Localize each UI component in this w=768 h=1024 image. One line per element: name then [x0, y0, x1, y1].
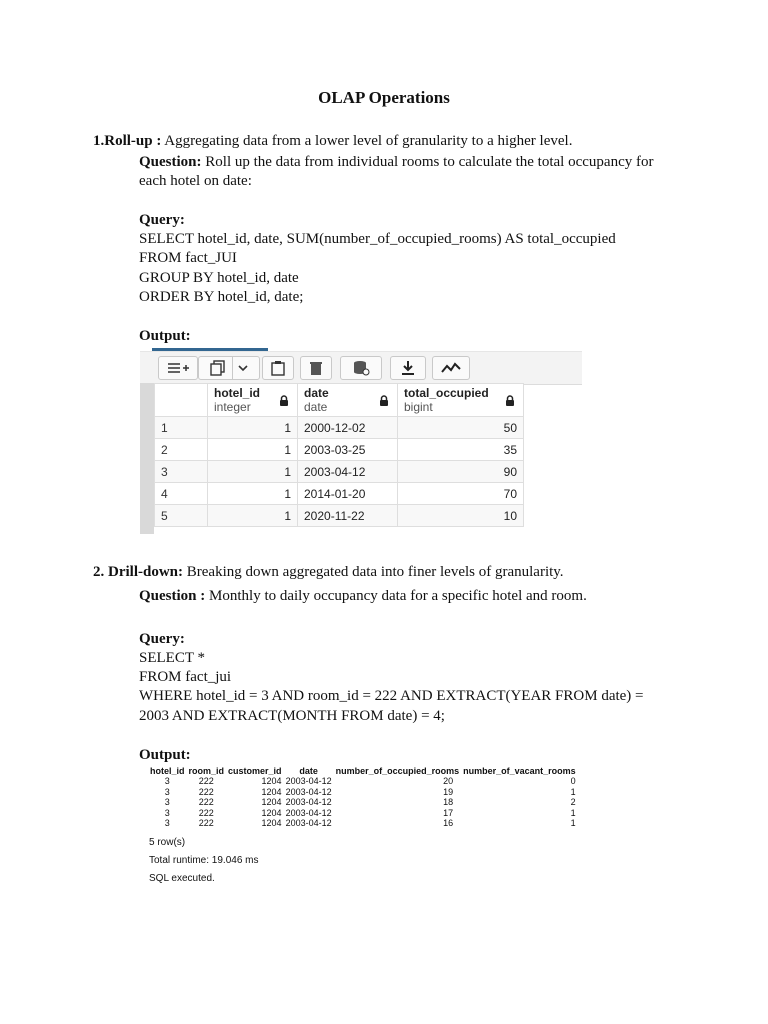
cell: 3 — [164, 776, 170, 787]
drilldown-heading: 2. Drill-down: — [93, 564, 183, 580]
table-row[interactable] — [155, 461, 524, 483]
cell: 2003-04-12 — [285, 807, 332, 818]
rollup-output-label: Output: — [139, 328, 191, 344]
cell: 1204 — [261, 818, 282, 829]
cell: 222 — [198, 818, 214, 829]
drilldown-description: Breaking down aggregated data into finer levels of granularity. — [183, 564, 564, 580]
rollup-query-line: FROM fact_JUI — [139, 250, 237, 266]
lock-icon — [279, 395, 289, 406]
drilldown-result — [148, 765, 578, 829]
cell: 0 — [570, 776, 576, 787]
table-row — [148, 808, 578, 819]
cell: 3 — [164, 818, 170, 829]
table-row[interactable] — [155, 417, 524, 439]
lock-icon — [505, 395, 515, 406]
lock-icon — [379, 395, 389, 406]
cell-date[interactable]: 2003-04-12 — [298, 461, 398, 483]
column-header: number_of_occupied_rooms — [335, 765, 460, 776]
cell: 222 — [198, 807, 214, 818]
chevron-down-icon — [237, 363, 249, 373]
paste-icon — [271, 360, 285, 376]
column-header: date — [299, 765, 318, 776]
column-header: hotel_id — [150, 765, 185, 776]
add-row-icon — [166, 361, 190, 375]
cell: 17 — [443, 807, 454, 818]
drilldown-query-line: WHERE hotel_id = 3 AND room_id = 222 AND EXTRACT(YEAR FROM date) = — [139, 688, 644, 704]
row-number: 1 — [155, 417, 208, 439]
cell: 222 — [198, 786, 214, 797]
table-row[interactable] — [155, 439, 524, 461]
column-header: number_of_vacant_rooms — [463, 765, 576, 776]
drilldown-result-table — [148, 765, 578, 829]
table-row — [148, 787, 578, 798]
database-save-icon — [352, 360, 370, 376]
cell-hotel-id[interactable]: 1 — [208, 505, 298, 527]
cell-total-occupied[interactable]: 35 — [398, 439, 524, 461]
row-count: 5 row(s) — [149, 837, 186, 848]
column-header: room_id — [188, 765, 225, 776]
grid-toolbar — [140, 351, 582, 385]
grid-scrollbar[interactable] — [140, 383, 154, 534]
rollup-query-line: ORDER BY hotel_id, date; — [139, 289, 304, 305]
cell: 1204 — [261, 797, 282, 808]
column-header[interactable]: hotel_id integer — [208, 384, 298, 417]
add-row-button[interactable] — [158, 356, 198, 380]
cell: 3 — [164, 807, 170, 818]
sql-status: SQL executed. — [149, 873, 215, 884]
page-title: OLAP Operations — [318, 88, 450, 107]
cell: 3 — [164, 797, 170, 808]
cell: 2003-04-12 — [285, 786, 332, 797]
cell: 1204 — [261, 786, 282, 797]
cell-hotel-id[interactable]: 1 — [208, 483, 298, 505]
row-number: 5 — [155, 505, 208, 527]
table-row — [148, 818, 578, 829]
line-chart-icon — [441, 362, 461, 374]
drilldown-query-line: SELECT * — [139, 650, 205, 666]
cell: 222 — [198, 797, 214, 808]
cell: 222 — [198, 776, 214, 787]
rollup-query-label: Query: — [139, 212, 185, 228]
cell-hotel-id[interactable]: 1 — [208, 461, 298, 483]
download-button[interactable] — [390, 356, 426, 380]
row-number: 2 — [155, 439, 208, 461]
cell: 1204 — [261, 807, 282, 818]
rollup-question-text: Roll up the data from individual rooms to calculate the total occupancy for — [201, 154, 654, 170]
rollup-query-line: GROUP BY hotel_id, date — [139, 270, 299, 286]
copy-button-group[interactable] — [198, 356, 260, 380]
cell-date[interactable]: 2003-03-25 — [298, 439, 398, 461]
rollup-description: Aggregating data from a lower level of granularity to a higher level. — [161, 133, 573, 149]
row-number: 4 — [155, 483, 208, 505]
table-row — [148, 776, 578, 787]
drilldown-query-line: 2003 AND EXTRACT(MONTH FROM date) = 4; — [139, 708, 445, 724]
column-header[interactable]: date date — [298, 384, 398, 417]
cell-hotel-id[interactable]: 1 — [208, 439, 298, 461]
graph-visualiser-button[interactable] — [432, 356, 470, 380]
save-data-button[interactable] — [340, 356, 382, 380]
cell: 2003-04-12 — [285, 797, 332, 808]
cell-date[interactable]: 2014-01-20 — [298, 483, 398, 505]
delete-button[interactable] — [300, 356, 332, 380]
cell: 2003-04-12 — [285, 776, 332, 787]
row-number-header — [155, 384, 208, 417]
cell: 1 — [570, 786, 576, 797]
table-row[interactable] — [155, 505, 524, 527]
cell-total-occupied[interactable]: 10 — [398, 505, 524, 527]
drilldown-query-line: FROM fact_jui — [139, 669, 232, 685]
cell: 1204 — [261, 776, 282, 787]
rollup-heading: 1.Roll-up : — [93, 133, 162, 149]
rollup-heading-line — [93, 132, 572, 151]
drilldown-question-text: Monthly to daily occupancy data for a specific hotel and room. — [205, 588, 587, 604]
cell: 2 — [570, 797, 576, 808]
copy-icon — [210, 360, 228, 376]
trash-icon — [309, 360, 323, 376]
row-number: 3 — [155, 461, 208, 483]
column-header[interactable]: total_occupied bigint — [398, 384, 524, 417]
cell-hotel-id[interactable]: 1 — [208, 417, 298, 439]
cell: 20 — [443, 776, 454, 787]
cell: 19 — [443, 786, 454, 797]
cell: 1 — [570, 818, 576, 829]
table-row — [148, 797, 578, 808]
cell: 1 — [570, 807, 576, 818]
cell: 18 — [443, 797, 454, 808]
total-runtime: Total runtime: 19.046 ms — [149, 855, 259, 866]
rollup-question-text-2: each hotel on date: — [139, 173, 252, 189]
cell: 16 — [443, 818, 454, 829]
cell-total-occupied[interactable]: 70 — [398, 483, 524, 505]
rollup-query-line: SELECT hotel_id, date, SUM(number_of_occupied_rooms) AS total_occupied — [139, 231, 616, 247]
table-row[interactable] — [155, 483, 524, 505]
cell: 2003-04-12 — [285, 818, 332, 829]
paste-button[interactable] — [262, 356, 294, 380]
column-header: customer_id — [228, 765, 282, 776]
drilldown-heading-line — [93, 563, 564, 582]
cell-total-occupied[interactable]: 90 — [398, 461, 524, 483]
cell-date[interactable]: 2020-11-22 — [298, 505, 398, 527]
drilldown-output-label: Output: — [139, 747, 191, 763]
rollup-result-table — [154, 383, 524, 527]
rollup-question-line — [139, 153, 653, 172]
cell-total-occupied[interactable]: 50 — [398, 417, 524, 439]
download-icon — [401, 360, 415, 376]
cell-date[interactable]: 2000-12-02 — [298, 417, 398, 439]
cell: 3 — [164, 786, 170, 797]
drilldown-question-line — [139, 587, 587, 606]
rollup-result-grid — [140, 348, 582, 534]
drilldown-question-label: Question : — [139, 588, 206, 604]
drilldown-query-label: Query: — [139, 631, 185, 647]
rollup-question-label: Question: — [139, 154, 202, 170]
